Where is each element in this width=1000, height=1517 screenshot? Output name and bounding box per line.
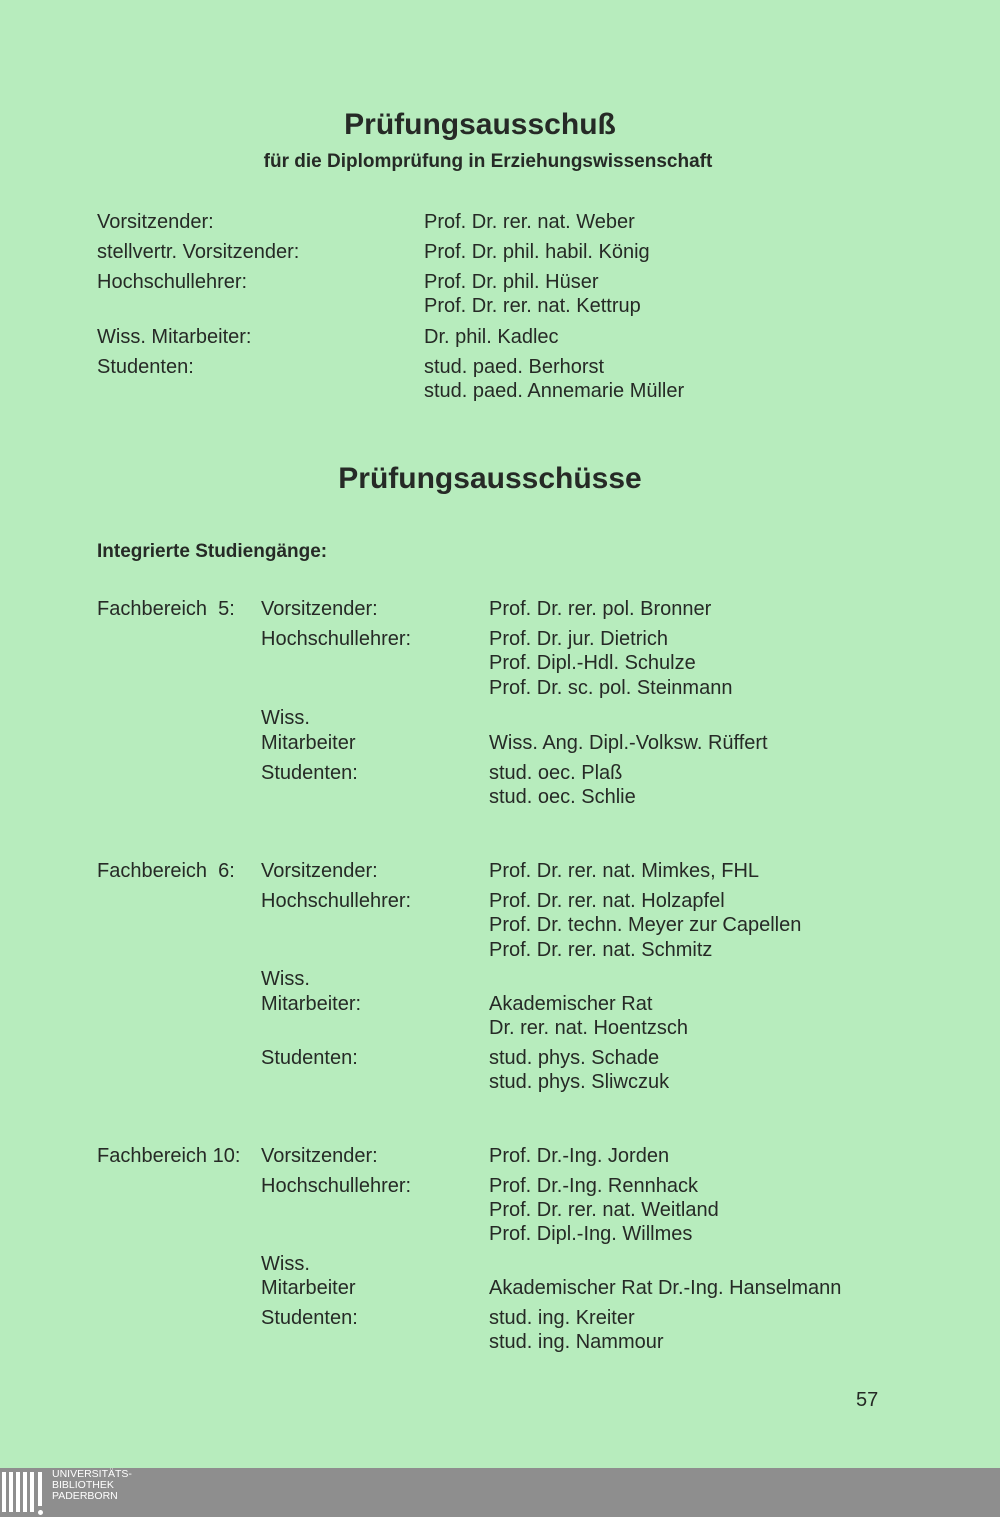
fb6-name-hoentzsch: Dr. rer. nat. Hoentzsch [489, 1017, 688, 1039]
fb6-role-mitarbeiter: Mitarbeiter: [261, 993, 362, 1015]
role-hochschullehrer: Hochschullehrer: [97, 271, 248, 293]
fb6-role-vorsitzender: Vorsitzender: [261, 860, 378, 882]
fb5-role-mitarbeiter: Mitarbeiter [261, 732, 356, 754]
fb5-name-schulze: Prof. Dipl.-Hdl. Schulze [489, 652, 696, 674]
fb5-name-dietrich: Prof. Dr. jur. Dietrich [489, 628, 668, 650]
page-number: 57 [856, 1389, 879, 1411]
fb5-name-rueffert: Wiss. Ang. Dipl.-Volksw. Rüffert [489, 732, 768, 754]
fb10-role-mitarbeiter: Mitarbeiter [261, 1277, 356, 1299]
fb10-name-jorden: Prof. Dr.-Ing. Jorden [489, 1145, 670, 1167]
fb10-role-studenten: Studenten: [261, 1307, 358, 1329]
fb6-role-wiss: Wiss. [261, 968, 310, 990]
name-kettrup: Prof. Dr. rer. nat. Kettrup [424, 295, 641, 317]
fb10-role-vorsitzender: Vorsitzender: [261, 1145, 378, 1167]
fb6-name-meyer-zur-capellen: Prof. Dr. techn. Meyer zur Capellen [489, 914, 802, 936]
fb10-name-willmes: Prof. Dipl.-Ing. Willmes [489, 1223, 693, 1245]
fb6-name-mimkes: Prof. Dr. rer. nat. Mimkes, FHL [489, 860, 760, 882]
fb6-name-holzapfel: Prof. Dr. rer. nat. Holzapfel [489, 890, 725, 912]
name-hueser: Prof. Dr. phil. Hüser [424, 271, 599, 293]
fb10-name-weitland: Prof. Dr. rer. nat. Weitland [489, 1199, 719, 1221]
fb6-role-studenten: Studenten: [261, 1047, 358, 1069]
fb6-name-schmitz: Prof. Dr. rer. nat. Schmitz [489, 939, 713, 961]
fb10-name-nammour: stud. ing. Nammour [489, 1331, 664, 1353]
name-berhorst: stud. paed. Berhorst [424, 356, 605, 378]
section-integrierte-studiengaenge: Integrierte Studiengänge: [97, 541, 328, 562]
fb10-role-hochschullehrer: Hochschullehrer: [261, 1175, 412, 1197]
fb5-role-wiss: Wiss. [261, 707, 310, 729]
name-koenig: Prof. Dr. phil. habil. König [424, 241, 650, 263]
role-studenten: Studenten: [97, 356, 194, 378]
fachbereich-6-label: Fachbereich 6: [97, 860, 235, 882]
fb5-role-vorsitzender: Vorsitzender: [261, 598, 378, 620]
name-mueller: stud. paed. Annemarie Müller [424, 380, 685, 402]
name-kadlec: Dr. phil. Kadlec [424, 326, 559, 348]
subheading-diplompruefung: für die Diplomprüfung in Erziehungswissenschaft [263, 151, 713, 172]
fb5-role-studenten: Studenten: [261, 762, 358, 784]
fb5-name-bronner: Prof. Dr. rer. pol. Bronner [489, 598, 712, 620]
fb10-name-rennhack: Prof. Dr.-Ing. Rennhack [489, 1175, 698, 1197]
fb6-name-sliwczuk: stud. phys. Sliwczuk [489, 1071, 670, 1093]
fachbereich-5-label: Fachbereich 5: [97, 598, 235, 620]
role-vorsitzender: Vorsitzender: [97, 211, 214, 233]
heading-pruefungsausschuesse: Prüfungsausschüsse [338, 462, 642, 495]
fb5-name-schlie: stud. oec. Schlie [489, 786, 636, 808]
fb10-name-hanselmann: Akademischer Rat Dr.-Ing. Hanselmann [489, 1277, 842, 1299]
role-wiss-mitarbeiter: Wiss. Mitarbeiter: [97, 326, 252, 348]
role-stellvertr-vorsitzender: stellvertr. Vorsitzender: [97, 241, 300, 263]
fb10-name-kreiter: stud. ing. Kreiter [489, 1307, 635, 1329]
library-footer-bar [0, 1468, 1000, 1517]
library-logo-icon [2, 1472, 44, 1516]
heading-pruefungsausschuss: Prüfungsausschuß [344, 108, 616, 141]
fb5-role-hochschullehrer: Hochschullehrer: [261, 628, 412, 650]
fb6-name-akademischer-rat: Akademischer Rat [489, 993, 653, 1015]
fb10-role-wiss: Wiss. [261, 1253, 310, 1275]
fb6-role-hochschullehrer: Hochschullehrer: [261, 890, 412, 912]
fb5-name-plass: stud. oec. Plaß [489, 762, 623, 784]
name-weber: Prof. Dr. rer. nat. Weber [424, 211, 635, 233]
fb5-name-steinmann: Prof. Dr. sc. pol. Steinmann [489, 677, 733, 699]
library-logo-text: UNIVERSITÄTS- BIBLIOTHEK PADERBORN [52, 1468, 132, 1502]
fachbereich-10-label: Fachbereich 10: [97, 1145, 241, 1167]
fb6-name-schade: stud. phys. Schade [489, 1047, 660, 1069]
